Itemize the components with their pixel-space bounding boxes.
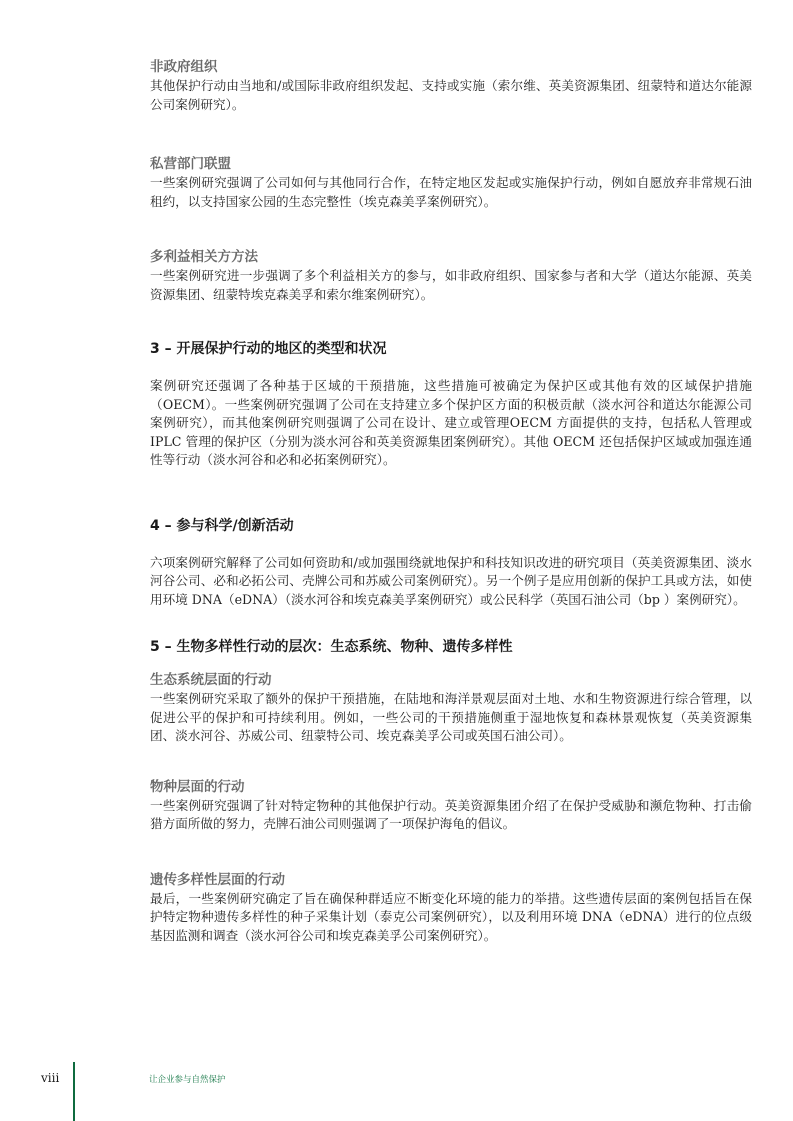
footer-document-title: 让企业参与自然保护: [149, 1075, 226, 1085]
multi-stakeholder-subheading: 多利益相关方方法: [150, 249, 258, 265]
page-number: viii: [41, 1071, 60, 1085]
species-subheading: 物种层面的行动: [150, 778, 245, 795]
section-3-paragraph: 案例研究还强调了各种基于区域的干预措施，这些措施可被确定为保护区或其他有效的区域保护措施（OECM）。一些案例研究强调了公司在支持建立多个保护区方面的积极贡献（淡水河谷和道达尔能源公司案例研究），而其他案例研究则强调了公司在设计、建立或管理OECM 方面提供的支持，包括私人管理或 IPLC 管理的保护区（分别为淡水河谷和英美资源集团案例研究）。其他 OECM 还包括保护区域或加强连通性等行动（淡水河谷和必和必拓案例研究）。: [150, 378, 752, 467]
private-sector-subheading: 私营部门联盟: [150, 156, 231, 172]
section-4-paragraph: 六项案例研究解释了公司如何资助和/或加强围绕就地保护和科技知识改进的研究项目（英美资源集团、淡水河谷公司、必和必拓公司、壳牌公司和苏威公司案例研究）。另一个例子是应用创新的保护工具或方法，如使用环境 DNA（eDNA）（淡水河谷和埃克森美孚案例研究）或公民科学（英国石油公司（bp ）案例研究）。: [150, 554, 752, 607]
section-4-heading: 4 – 参与科学/创新活动: [150, 517, 294, 534]
section-5-heading: 5 – 生物多样性行动的层次：生态系统、物种、遗传多样性: [150, 639, 513, 655]
private-sector-paragraph: 一些案例研究强调了公司如何与其他同行合作，在特定地区发起或实施保护行动，例如自愿放弃非常规石油租约，以支持国家公园的生态完整性（埃克森美孚案例研究）。: [150, 175, 752, 209]
species-paragraph: 一些案例研究强调了针对特定物种的其他保护行动。英美资源集团介绍了在保护受威胁和濒危物种、打击偷猎方面所做的努力，壳牌石油公司则强调了一项保护海龟的倡议。: [150, 797, 752, 831]
multi-stakeholder-paragraph: 一些案例研究进一步强调了多个利益相关方的参与，如非政府组织、国家参与者和大学（道达尔能源、英美资源集团、纽蒙特埃克森美孚和索尔维案例研究）。: [150, 268, 752, 302]
section-3-heading: 3 – 开展保护行动的地区的类型和状况: [150, 341, 387, 357]
ngo-subheading: 非政府组织: [150, 59, 218, 75]
genetic-subheading: 遗传多样性层面的行动: [150, 871, 285, 888]
ecosystem-paragraph: 一些案例研究采取了额外的保护干预措施，在陆地和海洋景观层面对土地、水和生物资源进行综合管理，以促进公平的保护和可持续利用。例如，一些公司的干预措施侧重于湿地恢复和森林景观恢复（英美资源集团、淡水河谷、苏威公司、纽蒙特公司、埃克森美孚公司或英国石油公司）。: [150, 691, 752, 743]
footer-divider: [73, 1062, 75, 1121]
ecosystem-subheading: 生态系统层面的行动: [150, 672, 272, 688]
genetic-paragraph: 最后，一些案例研究确定了旨在确保种群适应不断变化环境的能力的举措。这些遗传层面的案例包括旨在保护特定物种遗传多样性的种子采集计划（泰克公司案例研究），以及利用环境 DNA（eDNA）进行的位点级基因监测和调查（淡水河谷公司和埃克森美孚公司案例研究）。: [150, 890, 752, 943]
ngo-paragraph: 其他保护行动由当地和/或国际非政府组织发起、支持或实施（索尔维、英美资源集团、纽蒙特和道达尔能源公司案例研究）。: [150, 78, 752, 112]
page-content: [150, 58, 752, 945]
